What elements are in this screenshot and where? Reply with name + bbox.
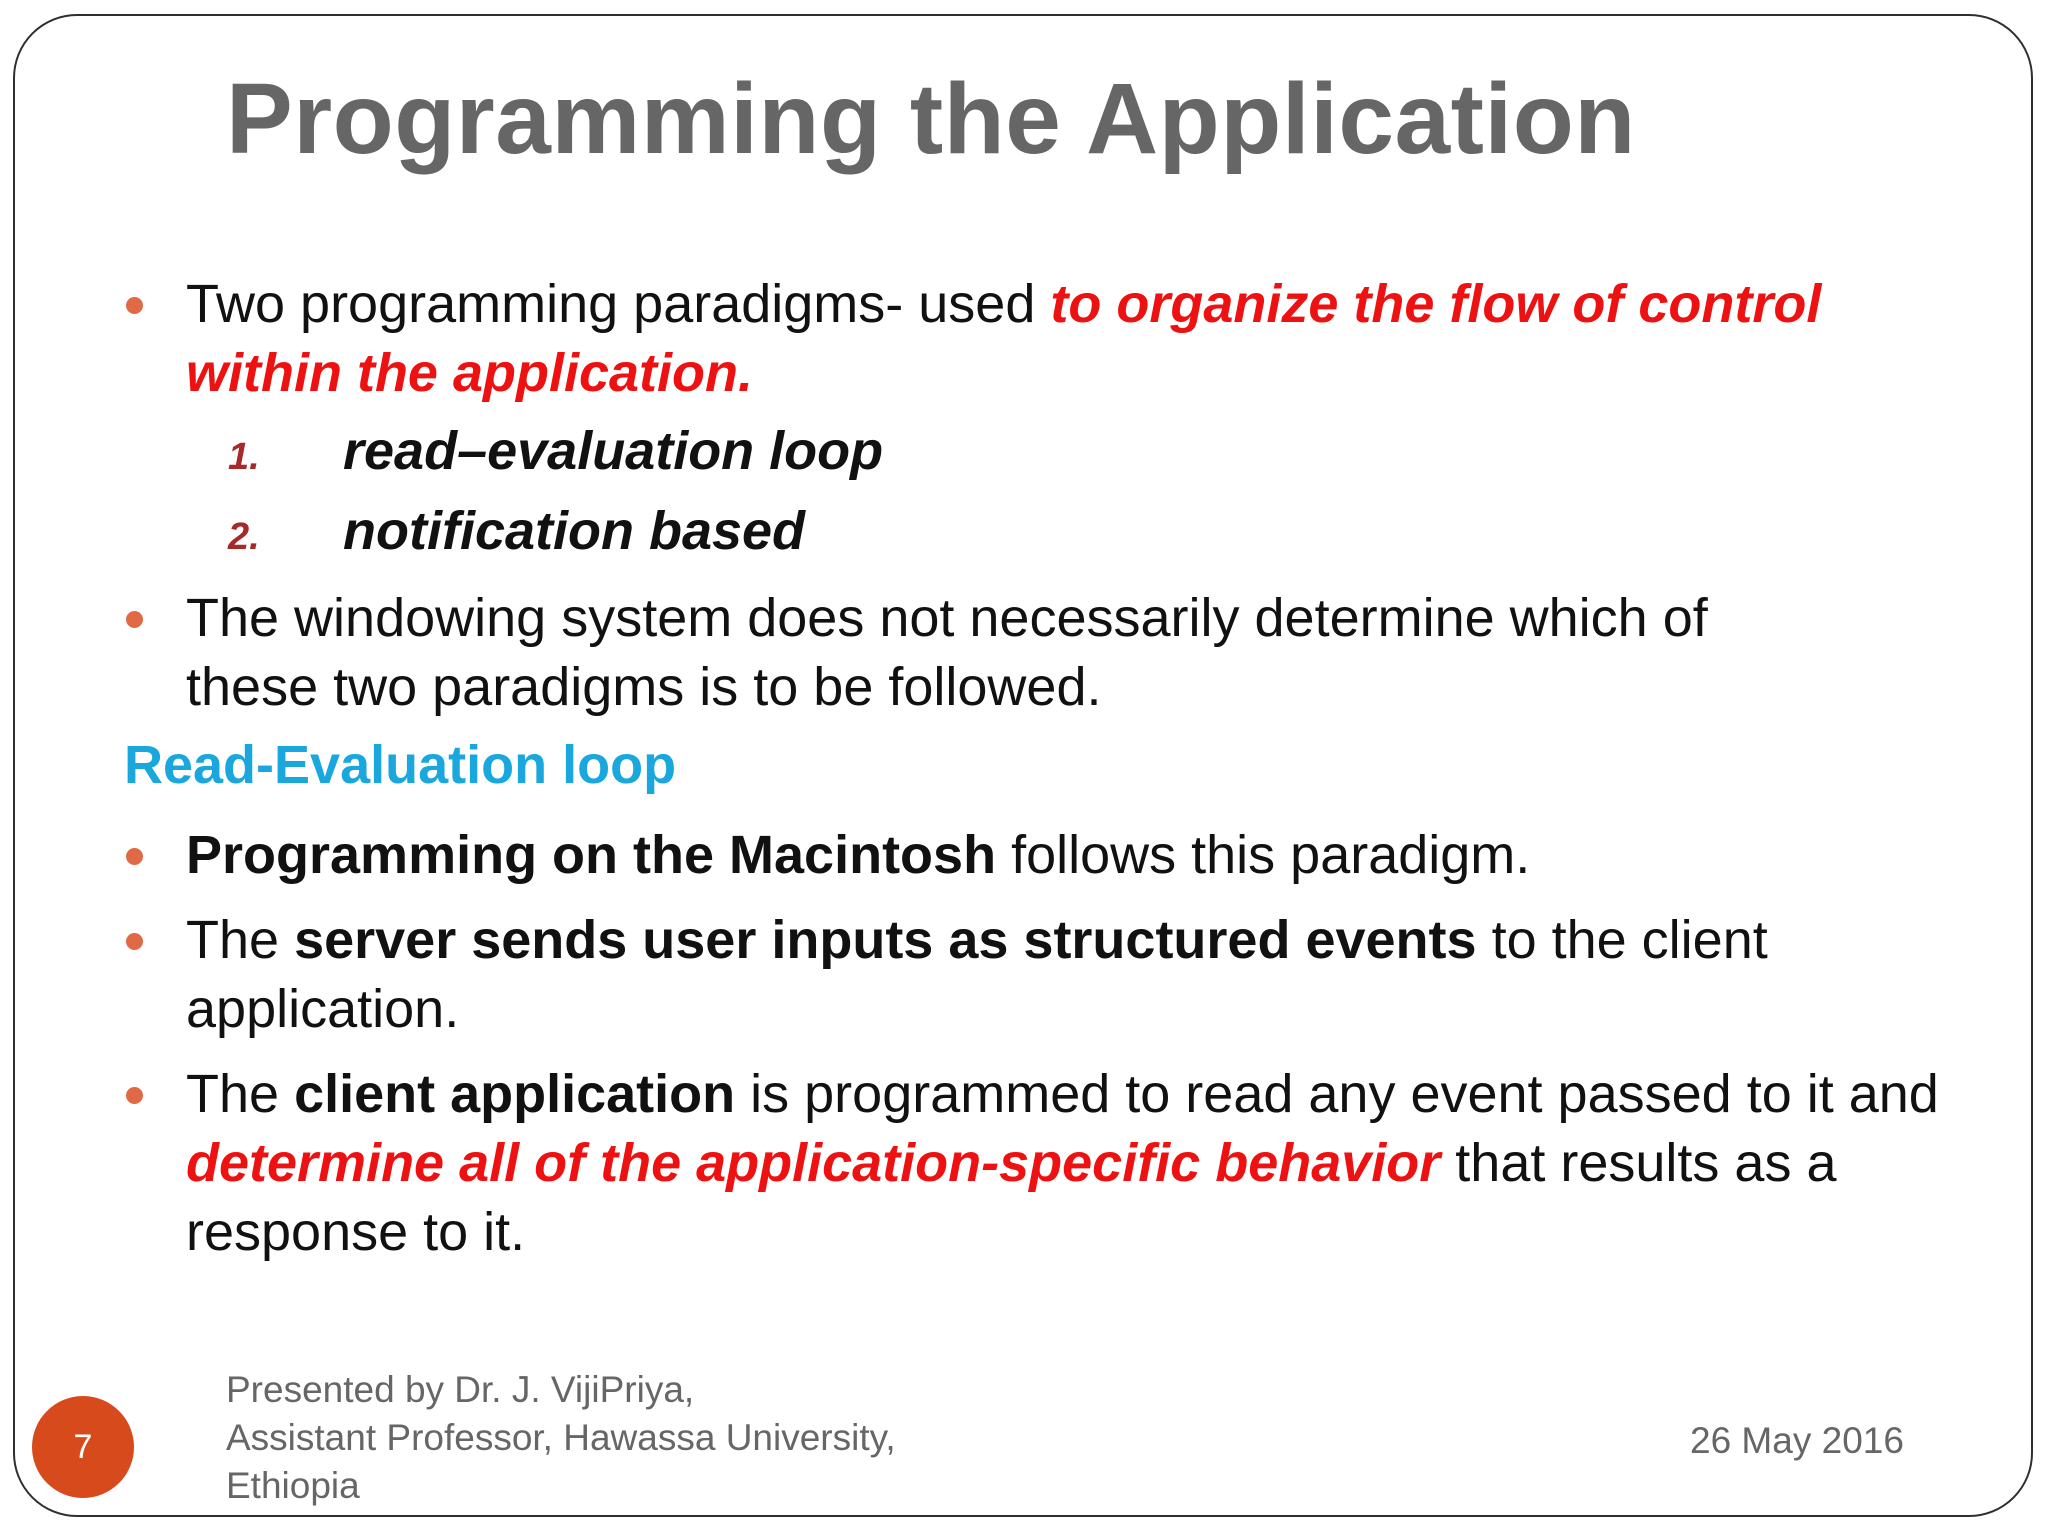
- bullet-text: The: [186, 1064, 295, 1124]
- section-subheading: Read-Evaluation loop: [124, 735, 677, 795]
- bullet-emphasis: determine all of the application-specific behavior: [186, 1133, 1441, 1193]
- bullet-text: Two programming paradigms- used: [186, 274, 1051, 334]
- presenter-line: Ethiopia: [226, 1465, 360, 1506]
- bullet-dot: [126, 933, 143, 950]
- item-number: 2.: [228, 516, 260, 558]
- bullet-text: to the client application.: [186, 910, 1768, 1039]
- bullet-client-application: [186, 1060, 1946, 1267]
- bullet-text: The windowing system does not necessarily determine which of these two paradigms is to be followed.: [186, 588, 1708, 717]
- bullet-emphasis: to organize the flow of control within the application.: [186, 274, 1822, 403]
- bullet-text: that results as a response to it.: [186, 1133, 1837, 1262]
- bullet-paradigms: [186, 270, 1946, 408]
- presenter-credit: [226, 1366, 896, 1510]
- item-label: notification based: [343, 501, 806, 561]
- presenter-line: Presented by Dr. J. VijiPriya,: [226, 1369, 695, 1410]
- bullet-dot: [126, 611, 143, 628]
- bullet-text: follows this paradigm.: [996, 825, 1531, 885]
- bullet-macintosh: [186, 821, 1946, 890]
- slide-title: Programming the Application: [226, 63, 1636, 175]
- bullet-bold: client application: [294, 1064, 736, 1124]
- bullet-windowing-system: [186, 584, 1826, 722]
- item-number: 1.: [228, 436, 260, 478]
- bullet-text: is programmed to read any event passed to it and: [735, 1064, 1939, 1124]
- presenter-line: Assistant Professor, Hawassa University,: [226, 1417, 896, 1458]
- bullet-dot: [126, 297, 143, 314]
- slide-date: 26 May 2016: [1690, 1420, 1904, 1461]
- item-label: read–evaluation loop: [343, 421, 884, 481]
- numbered-item-2: [228, 497, 805, 572]
- numbered-item-1: [228, 417, 883, 492]
- bullet-bold: server sends user inputs as structured events: [294, 910, 1477, 970]
- page-number-badge: 7: [32, 1396, 134, 1498]
- bullet-server-events: [186, 906, 1886, 1044]
- bullet-dot: [126, 848, 143, 865]
- bullet-dot: [126, 1087, 143, 1104]
- bullet-bold: Programming on the Macintosh: [186, 825, 997, 885]
- bullet-text: The: [186, 910, 295, 970]
